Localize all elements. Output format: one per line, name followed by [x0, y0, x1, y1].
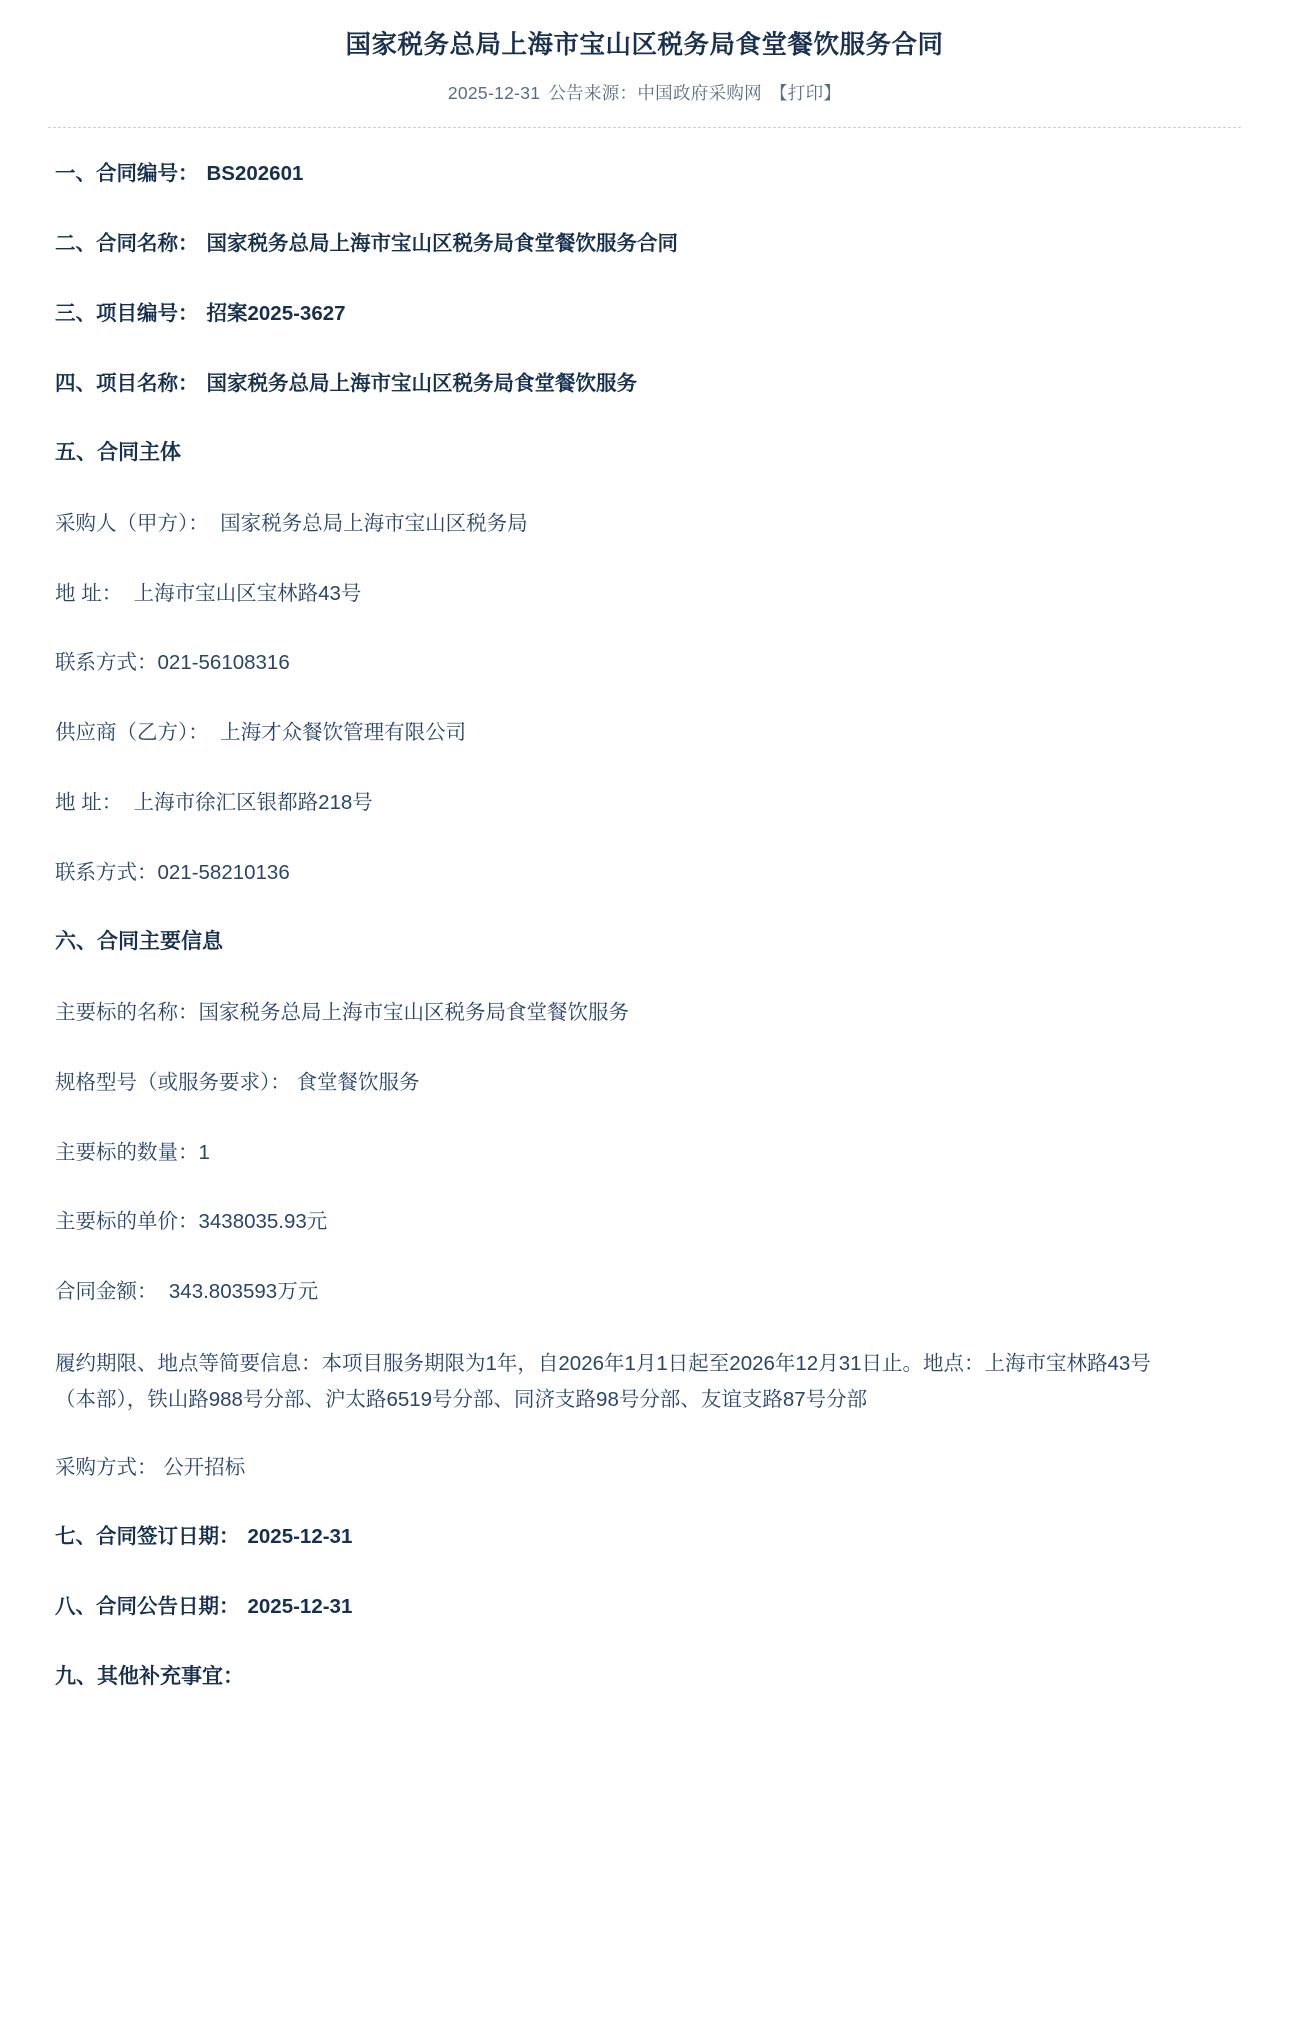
performance-row	[55, 1346, 1175, 1418]
document-body	[0, 128, 1289, 1771]
announce-date-label: 八、合同公告日期：	[55, 1595, 240, 1619]
supplier-row	[55, 717, 1229, 749]
performance-label: 履约期限、地点等简要信息：	[55, 1351, 322, 1375]
buyer-label: 采购人（甲方）：	[55, 511, 209, 535]
section-heading-other: 九、其他补充事宜：	[55, 1664, 244, 1688]
project-name-value: 国家税务总局上海市宝山区税务局食堂餐饮服务	[206, 371, 637, 395]
contract-number-row	[55, 158, 1229, 190]
contract-name-row	[55, 228, 1229, 260]
subject-name-label: 主要标的名称：	[55, 1001, 199, 1024]
buyer-address-value: 上海市宝山区宝林路43号	[133, 581, 362, 605]
supplier-contact-label: 联系方式：	[55, 860, 158, 884]
contract-name-label: 二、合同名称：	[55, 232, 199, 256]
buyer-address-label: 地 址：	[55, 581, 123, 605]
procurement-method-value: 公开招标	[163, 1455, 246, 1479]
buyer-address-row	[55, 578, 1229, 610]
supplier-address-value: 上海市徐汇区银都路218号	[133, 790, 373, 814]
supplier-label: 供应商（乙方）：	[55, 721, 209, 745]
project-number-row	[55, 298, 1229, 330]
buyer-contact-row	[55, 647, 1229, 679]
spec-label: 规格型号（或服务要求）：	[55, 1070, 291, 1094]
announce-date-row	[55, 1591, 1229, 1623]
amount-label: 合同金额：	[55, 1280, 158, 1304]
supplier-address-label: 地 址：	[55, 790, 123, 814]
spec-value: 食堂餐饮服务	[296, 1070, 420, 1094]
unit-price-row	[55, 1206, 1229, 1238]
buyer-contact-label: 联系方式：	[55, 651, 158, 675]
sign-date-row	[55, 1521, 1229, 1553]
buyer-value: 国家税务总局上海市宝山区税务局	[220, 511, 528, 535]
unit-price-label: 主要标的单价：	[55, 1210, 199, 1234]
subject-name-value: 国家税务总局上海市宝山区税务局食堂餐饮服务	[198, 1001, 629, 1024]
quantity-label: 主要标的数量：	[55, 1140, 199, 1164]
contract-number-value: BS202601	[206, 162, 304, 186]
contract-name-value: 国家税务总局上海市宝山区税务局食堂餐饮服务合同	[206, 232, 678, 256]
quantity-row	[55, 1137, 1229, 1169]
sign-date-value: 2025-12-31	[247, 1525, 353, 1549]
announce-date-value: 2025-12-31	[247, 1595, 353, 1619]
supplier-contact-value: 021-58210136	[157, 860, 290, 884]
procurement-method-row	[55, 1452, 1229, 1484]
project-name-label: 四、项目名称：	[55, 371, 199, 395]
supplier-address-row	[55, 787, 1229, 819]
amount-row	[55, 1276, 1229, 1308]
supplier-contact-row	[55, 857, 1229, 889]
buyer-contact-value: 021-56108316	[157, 651, 290, 675]
supplier-value: 上海才众餐饮管理有限公司	[220, 721, 467, 745]
contract-number-label: 一、合同编号：	[55, 162, 199, 186]
buyer-row	[55, 508, 1229, 540]
project-number-label: 三、项目编号：	[55, 301, 199, 325]
sign-date-label: 七、合同签订日期：	[55, 1525, 240, 1549]
subject-name-row	[55, 997, 1229, 1029]
amount-value: 343.803593万元	[168, 1280, 319, 1304]
source-label: 公告来源：	[548, 83, 638, 104]
project-number-value: 招案2025-3627	[206, 301, 346, 325]
unit-price-value: 3438035.93元	[198, 1210, 328, 1234]
section-heading-main-info: 六、合同主要信息	[55, 930, 223, 954]
source-name: 中国政府采购网	[637, 83, 762, 104]
performance-value: 本项目服务期限为1年，自2026年1月1日起至2026年12月31日止。地点：上海市宝林路43号（本部），铁山路988号分部、沪太路6519号分部、同济支路98号分部、友谊支路87号分部	[55, 1351, 1151, 1411]
quantity-value: 1	[198, 1140, 210, 1164]
document-header	[0, 0, 1289, 105]
procurement-method-label: 采购方式：	[55, 1455, 158, 1479]
spec-row	[55, 1067, 1229, 1099]
section-heading-parties: 五、合同主体	[55, 441, 181, 465]
document-meta	[40, 80, 1249, 105]
page-title: 国家税务总局上海市宝山区税务局食堂餐饮服务合同	[345, 31, 944, 59]
project-name-row	[55, 368, 1229, 400]
print-button[interactable]: 【打印】	[769, 83, 842, 104]
publish-date: 2025-12-31	[447, 83, 541, 104]
